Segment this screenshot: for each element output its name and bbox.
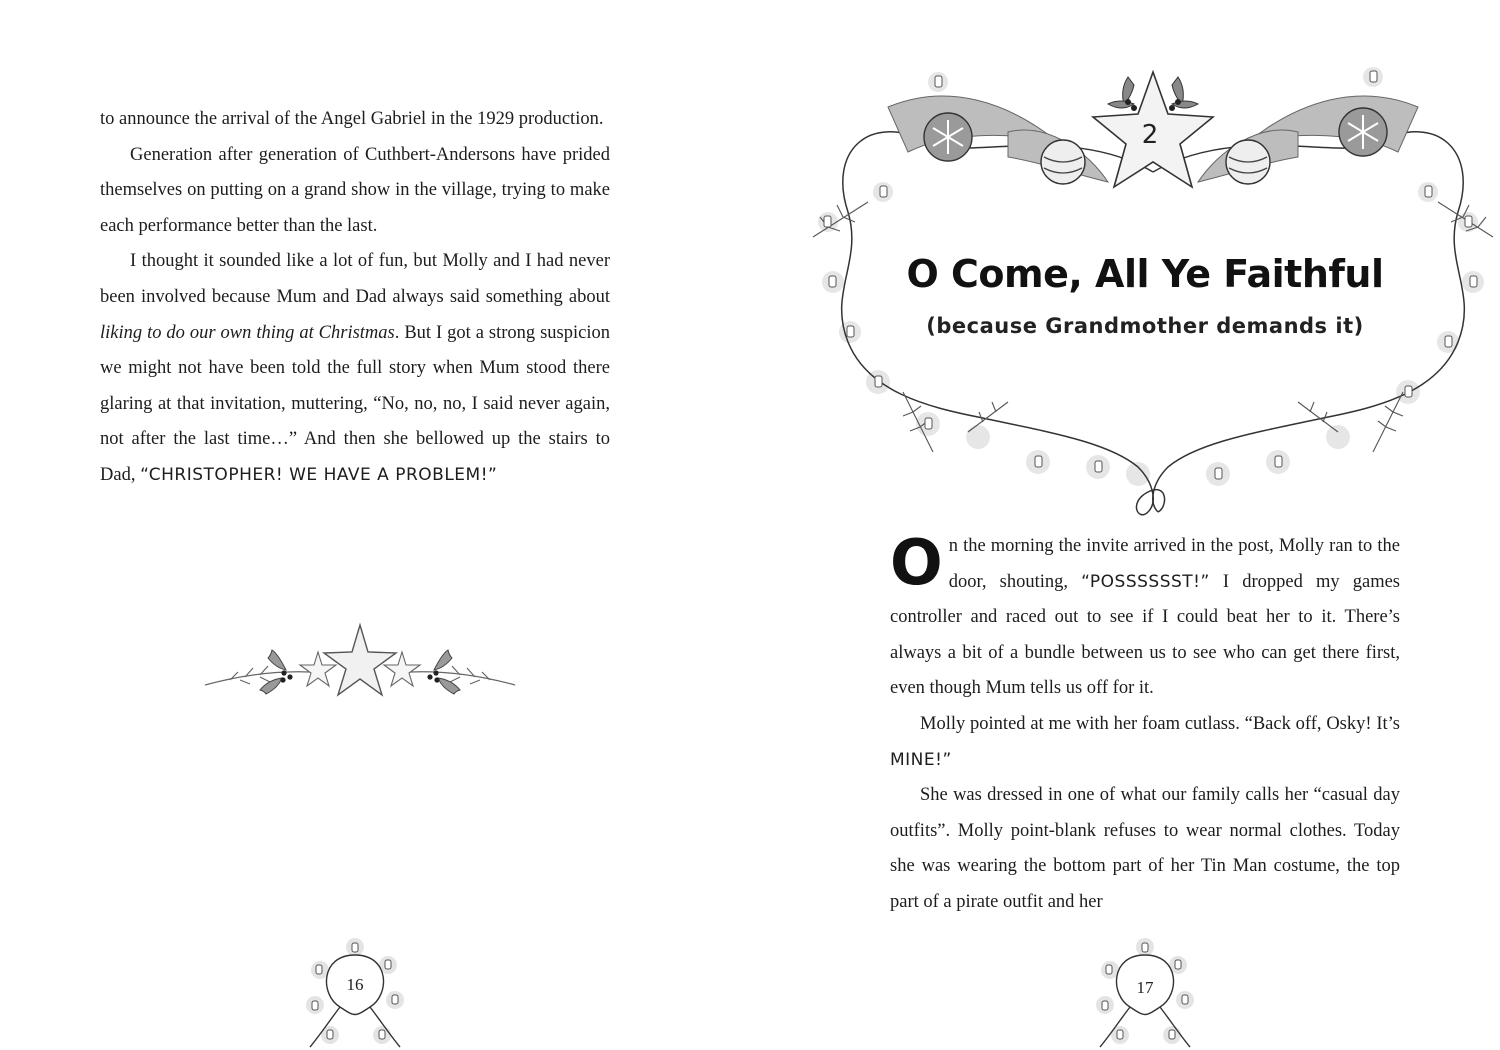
left-body-text — [100, 102, 610, 494]
shout-text: “POSSSSSST!” — [1081, 571, 1210, 592]
text-run: I thought it sounded like a lot of fun, but Molly and I had never been involved because Mum and Dad always said something about — [100, 251, 610, 307]
text-run: . But I got a strong suspicion we might not have been told the full story when Mum stood there glaring at that invitation, muttering, “No, no, no, I said never again, not after the last time…” And then she bellowed up the stairs to Dad, — [100, 322, 610, 485]
drop-cap: O — [890, 526, 943, 599]
page-number: 16 — [346, 975, 364, 994]
shout-text: MINE!” — [890, 749, 952, 770]
paragraph: to announce the arrival of the Angel Gabriel in the 1929 production. — [100, 109, 604, 129]
right-body-text — [890, 526, 1400, 921]
chapter-subtitle: (because Grandmother demands it) — [926, 314, 1364, 338]
paragraph — [100, 244, 610, 493]
text-run: I dropped my games controller and raced out to see if I could beat her to it. There’s always a bit of a bundle between us to see who can get there first, even though Mum tells us off for it. — [890, 571, 1400, 699]
star-holly-divider-icon — [200, 620, 520, 705]
right-page — [750, 0, 1500, 1050]
paragraph — [890, 707, 1400, 778]
chapter-title: O Come, All Ye Faithful — [906, 252, 1384, 296]
text-run: Molly pointed at me with her foam cutlass. “Back off, Osky! It’s — [920, 713, 1400, 734]
page-number: 17 — [1136, 978, 1154, 997]
paragraph: Generation after generation of Cuthbert-Andersons have prided themselves on putting on a grand show in the village, trying to make each performance better than the last. — [100, 144, 610, 236]
italic-phrase: liking to do our own thing at Christmas — [100, 322, 395, 343]
paragraph — [890, 526, 1400, 707]
shout-text: “CHRISTOPHER! WE HAVE A PROBLEM!” — [140, 464, 498, 485]
chapter-number: 2 — [1141, 120, 1159, 150]
paragraph: She was dressed in one of what our family calls her “casual day outfits”. Molly point-blank refuses to wear normal clothes. Today she was wearing the bottom part of her Tin Man costume, the top part of a pirate outfit and her — [890, 785, 1400, 912]
text-run: n the morning the invite arrived in the post, Molly ran to the door, shouting, — [948, 536, 1400, 592]
